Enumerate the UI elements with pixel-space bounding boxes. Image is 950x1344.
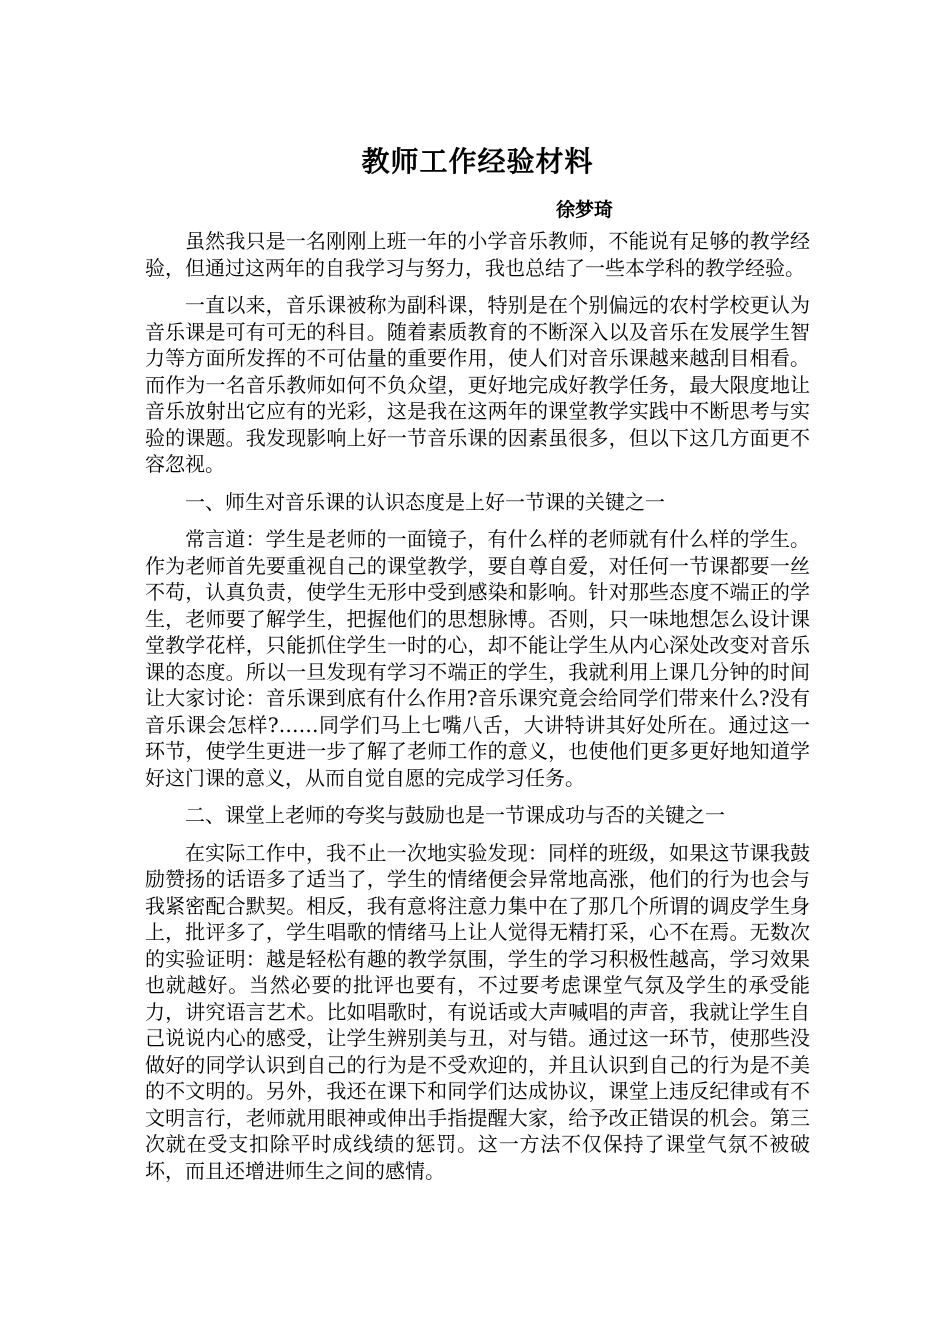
section-heading-1: 一、师生对音乐课的认识态度是上好一节课的关键之一 [185,489,665,514]
paragraph-section-1: 常言道：学生是老师的一面镜子，有什么样的老师就有什么样的学生。作为老师首先要重视自己的课堂教学，要自尊自爱，对任何一节课都要一丝不苟，认真负责，使学生无形中受到感染和影响。针对那些态度不端正的学生，老师要了解学生，把握他们的思想脉博。否则，只一味地想怎么设计课堂教学花样，只能抓住学生一时的心，却不能让学生从内心深处改变对音乐课的态度。所以一旦发现有学习不端正的学生，我就利用上课几分钟的时间让大家讨论：音乐课到底有什么作用?音乐课究竟会给同学们带来什么?没有音乐课会怎样?……同学们马上七嘴八舌，大讲特讲其好处所在。通过这一环节，使学生更进一步了解了老师工作的意义，也使他们更多更好地知道学好这门课的意义，从而自觉自愿的完成学习任务。 [145,527,810,790]
paragraph-background: 一直以来，音乐课被称为副科课，特别是在个别偏远的农村学校更认为音乐课是可有可无的科目。随着素质教育的不断深入以及音乐在发展学生智力等方面所发挥的不可估量的重要作用，使人们对音乐课越来越刮目相看。而作为一名音乐教师如何不负众望，更好地完成好教学任务，最大限度地让音乐放射出它应有的光彩，这是我在这两年的课堂教学实践中不断思考与实验的课题。我发现影响上好一节音乐课的因素虽很多，但以下这几方面更不容忽视。 [145,293,810,476]
document-content [145,140,810,1184]
document-title: 教师工作经验材料 [361,145,594,178]
section-heading-2: 二、课堂上老师的夸奖与鼓励也是一节课成功与否的关键之一 [185,803,725,827]
paragraph-intro: 虽然我只是一名刚刚上班一年的小学音乐教师，不能说有足够的教学经验，但通过这两年的自我学习与努力，我也总结了一些本学科的教学经验。 [145,229,810,280]
author-name: 徐梦琦 [555,199,613,221]
paragraph-section-2: 在实际工作中，我不止一次地实验发现：同样的班级，如果这节课我鼓励赞扬的话语多了适当了，学生的情绪便会异常地高涨，他们的行为也会与我紧密配合默契。相反，我有意将注意力集中在了那几个所谓的调皮学生身上，批评多了，学生唱歌的情绪马上让人觉得无精打采，心不在焉。无数次的实验证明：越是轻松有趣的教学氛围，学生的学习积极性越高，学习效果也就越好。当然必要的批评也要有，不过要考虑课堂气氛及学生的承受能力，讲究语言艺术。比如唱歌时，有说话或大声喊唱的声音，我就让学生自己说说内心的感受，让学生辨别美与丑，对与错。通过这一环节，使那些没做好的同学认识到自己的行为是不受欢迎的，并且认识到自己的行为是不美的不文明的。另外，我还在课下和同学们达成协议，课堂上违反纪律或有不文明言行，老师就用眼神或伸出手指提醒大家，给予改正错误的机会。第三次就在受支扣除平时成线绩的惩罚。这一方法不仅保持了课堂气氛不被破坏，而且还增进师生之间的感情。 [145,840,810,1183]
